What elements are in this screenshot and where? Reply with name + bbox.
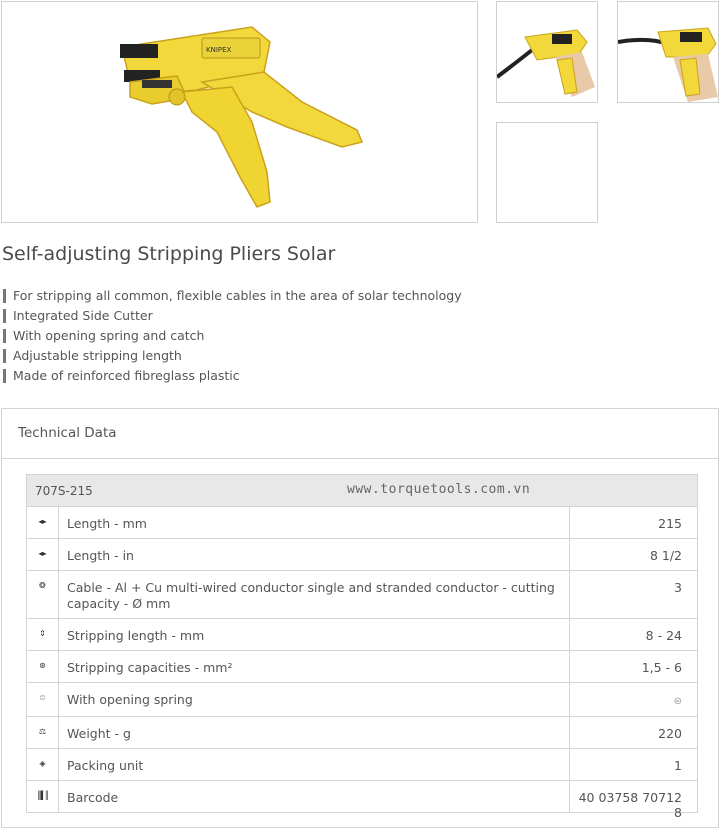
product-thumbnail-3[interactable] <box>496 122 598 223</box>
article-code: 707S-215 <box>35 484 93 498</box>
row-value: 215 <box>658 516 682 531</box>
packing-icon: ◈ <box>27 749 59 780</box>
row-value <box>570 683 697 716</box>
row-label: With opening spring <box>59 683 570 716</box>
feature-item: For stripping all common, flexible cables in the area of solar technology <box>3 288 462 308</box>
length-in-icon: ◂▸ <box>27 539 59 570</box>
row-label: Packing unit <box>59 749 570 780</box>
weight-icon: ⚖ <box>27 717 59 748</box>
cable-cut-icon: ❂ <box>27 571 59 618</box>
row-label: Weight - g <box>59 717 570 748</box>
row-label: Stripping length - mm <box>59 619 570 650</box>
pliers-with-cable-image <box>618 2 718 102</box>
table-row <box>27 651 697 683</box>
table-header <box>27 475 697 507</box>
row-value: 1 <box>674 758 682 773</box>
product-title: Self-adjusting Stripping Pliers Solar <box>2 243 336 265</box>
website-watermark: www.torquetools.com.vn <box>347 482 531 497</box>
feature-item: Made of reinforced fibreglass plastic <box>3 368 462 388</box>
table-row <box>27 507 697 539</box>
strip-length-icon: ⇕ <box>27 619 59 650</box>
logo-text: KNIPEX <box>206 46 232 54</box>
table-row <box>27 571 697 619</box>
table-row <box>27 749 697 781</box>
product-thumbnail-2[interactable] <box>617 1 719 103</box>
table-row <box>27 781 697 820</box>
row-label: Length - in <box>59 539 570 570</box>
technical-data-heading: Technical Data <box>2 409 718 459</box>
row-value: 1,5 - 6 <box>641 660 682 675</box>
barcode-icon: ║▌║ <box>27 781 59 812</box>
row-value: 8 - 24 <box>645 628 682 643</box>
table-row <box>27 683 697 717</box>
row-value: 3 <box>674 580 682 595</box>
table-row <box>27 539 697 571</box>
spring-check-icon: ⊜ <box>673 696 682 707</box>
stripping-pliers-illustration <box>2 2 477 222</box>
row-value: 40 03758 70712 8 <box>578 790 682 820</box>
strip-capacity-icon: ⊛ <box>27 651 59 682</box>
row-value: 8 1/2 <box>649 548 682 563</box>
row-label: Cable - Al + Cu multi-wired conductor single and stranded conductor - cutting capacity - Ø mm <box>59 571 570 618</box>
row-label: Stripping capacities - mm² <box>59 651 570 682</box>
technical-data-panel <box>1 408 719 828</box>
pliers-in-hand-image <box>497 2 597 102</box>
feature-item: Integrated Side Cutter <box>3 308 462 328</box>
feature-item: Adjustable stripping length <box>3 348 462 368</box>
row-value: 220 <box>658 726 682 741</box>
feature-list <box>3 288 462 388</box>
length-mm-icon: ◂▸ <box>27 507 59 538</box>
table-row <box>27 717 697 749</box>
row-label: Length - mm <box>59 507 570 538</box>
product-thumbnail-1[interactable] <box>496 1 598 103</box>
spring-icon: ⊜ <box>27 683 59 716</box>
technical-data-table <box>26 474 698 820</box>
product-main-image[interactable] <box>1 1 478 223</box>
table-row <box>27 619 697 651</box>
feature-item: With opening spring and catch <box>3 328 462 348</box>
row-label: Barcode <box>59 781 570 812</box>
